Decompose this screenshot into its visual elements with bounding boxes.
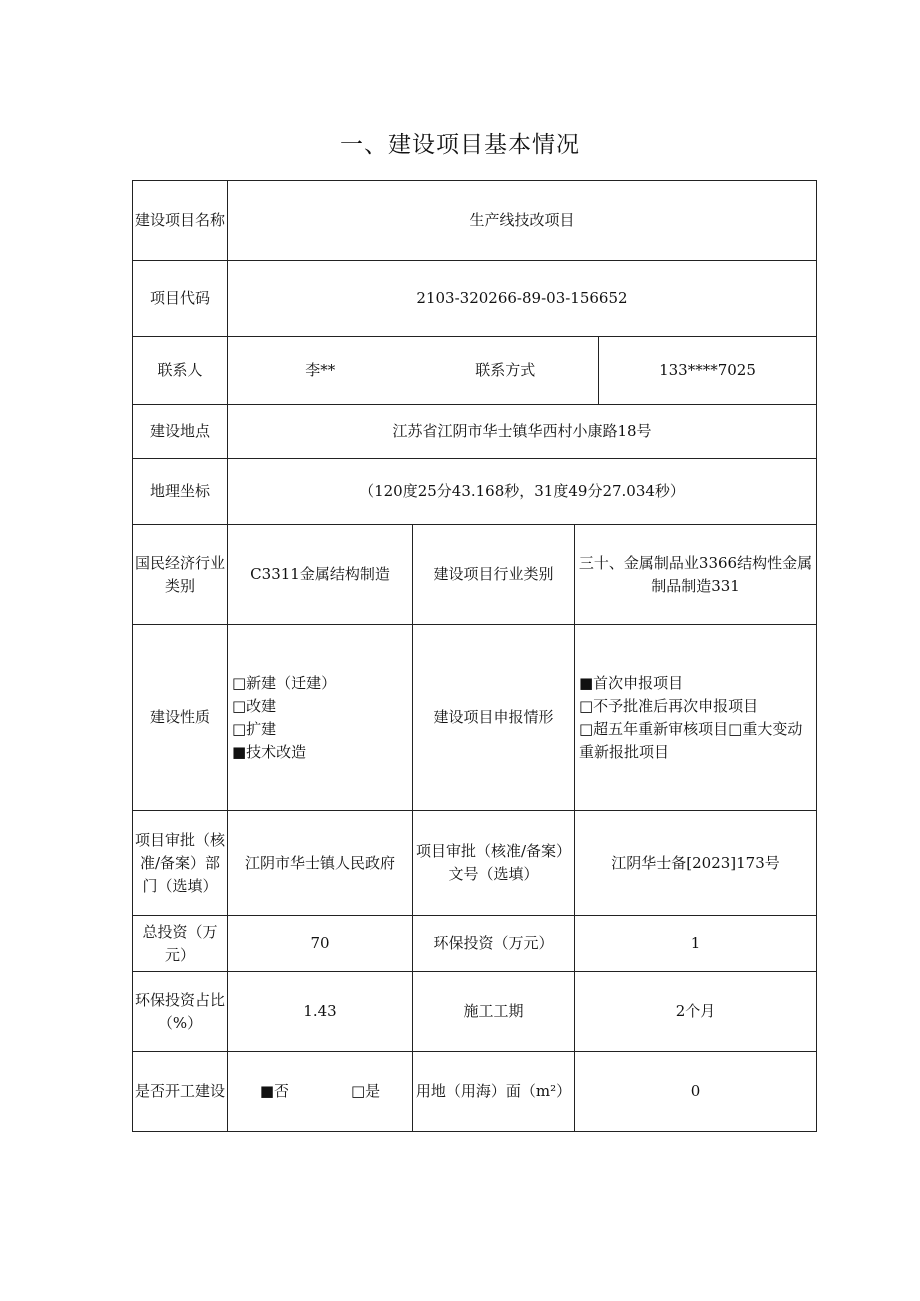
env-investment: 1 [575, 916, 817, 972]
row-label: 建设性质 [133, 625, 228, 811]
approval-doc-label: 项目审批（核准/备案）文号（选填） [413, 811, 575, 916]
table-row [133, 525, 817, 625]
row-label: 国民经济行业类别 [133, 525, 228, 625]
table-row [133, 972, 817, 1052]
table-row [133, 337, 817, 405]
row-label: 地理坐标 [133, 459, 228, 525]
contact-method-label: 联系方式 [413, 337, 599, 405]
row-label: 是否开工建设 [133, 1052, 228, 1132]
table-row [133, 625, 817, 811]
row-label: 项目代码 [133, 261, 228, 337]
geo-coordinates: （120度25分43.168秒，31度49分27.034秒） [228, 459, 817, 525]
started-options [228, 1052, 413, 1132]
table-row [133, 459, 817, 525]
industry-category: C3311金属结构制造 [228, 525, 413, 625]
row-label: 联系人 [133, 337, 228, 405]
env-investment-ratio: 1.43 [228, 972, 413, 1052]
row-label: 建设项目名称 [133, 181, 228, 261]
started-option-yes: □是 [351, 1082, 381, 1100]
nature-options [228, 625, 413, 811]
nature-option-new: □新建（迁建） [232, 673, 337, 692]
report-options [575, 625, 817, 811]
project-location: 江苏省江阴市华士镇华西村小康路18号 [228, 405, 817, 459]
construction-period: 2个月 [575, 972, 817, 1052]
row-label: 项目审批（核准/备案）部门（选填） [133, 811, 228, 916]
report-situation-label: 建设项目申报情形 [413, 625, 575, 811]
land-area: 0 [575, 1052, 817, 1132]
construction-period-label: 施工工期 [413, 972, 575, 1052]
table-row [133, 261, 817, 337]
report-option-review: □超五年重新审核项目□重大变动重新报批项目 [579, 719, 803, 761]
table-row [133, 181, 817, 261]
project-info-table [132, 180, 817, 1132]
contact-phone: 133****7025 [599, 337, 817, 405]
nature-option-expand: □扩建 [232, 719, 277, 738]
row-label: 建设地点 [133, 405, 228, 459]
nature-option-rebuild: □改建 [232, 696, 277, 715]
project-category-label: 建设项目行业类别 [413, 525, 575, 625]
row-label: 总投资（万元） [133, 916, 228, 972]
report-option-first: ■首次申报项目 [579, 673, 684, 692]
page-title: 一、建设项目基本情况 [340, 132, 580, 158]
table-row [133, 916, 817, 972]
project-category: 三十、金属制品业3366结构性金属制品制造331 [575, 525, 817, 625]
table-row [133, 811, 817, 916]
started-option-no: ■否 [259, 1082, 289, 1100]
project-code: 2103-320266-89-03-156652 [228, 261, 817, 337]
env-investment-label: 环保投资（万元） [413, 916, 575, 972]
total-investment: 70 [228, 916, 413, 972]
project-name: 生产线技改项目 [228, 181, 817, 261]
nature-option-tech: ■技术改造 [232, 742, 307, 761]
contact-person: 李** [228, 337, 413, 405]
table-row [133, 1052, 817, 1132]
report-option-resubmit: □不予批准后再次申报项目 [579, 696, 759, 715]
table-row [133, 405, 817, 459]
approval-doc-number: 江阴华士备[2023]173号 [575, 811, 817, 916]
land-area-label: 用地（用海）面（m²） [413, 1052, 575, 1132]
approval-department: 江阴市华士镇人民政府 [228, 811, 413, 916]
row-label: 环保投资占比（%） [133, 972, 228, 1052]
